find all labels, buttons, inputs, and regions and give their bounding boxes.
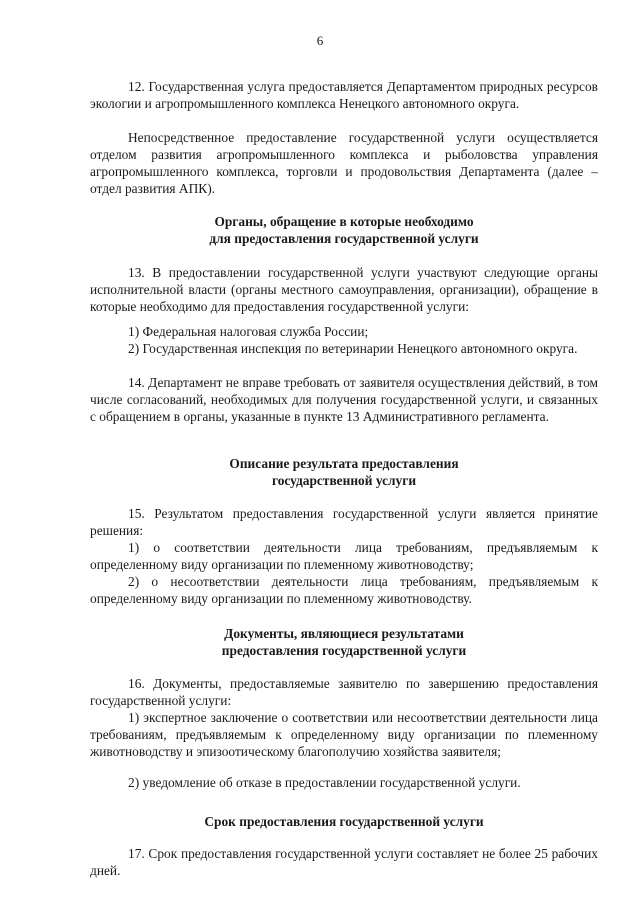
paragraph-15-item-2: 2) о несоответствии деятельности лица требованиям, предъявляемым к определенному виду организации по племенному животноводству. <box>90 574 598 606</box>
paragraph-16: 16. Документы, предоставляемые заявителю по завершению предоставления государственной услуги: <box>90 676 598 708</box>
heading-line: государственной услуги <box>271 473 417 488</box>
paragraph-16-item-2: 2) уведомление об отказе в предоставлении государственной услуги. <box>128 775 521 790</box>
paragraph-13: 13. В предоставлении государственной услуги участвуют следующие органы исполнительной власти (органы местного самоуправления, организации), обращение в которые необходимо для предоставления государственной услуги: <box>90 265 598 314</box>
heading-line: Документы, являющиеся результатами <box>224 626 464 641</box>
paragraph-14: 14. Департамент не вправе требовать от заявителя осуществления действий, в том числе согласований, необходимых для получения государственной услуги, и связанных с обращением в органы, указанные в пункте 13 Административного регламента. <box>90 375 598 424</box>
heading-line: Органы, обращение в которые необходимо <box>214 214 474 229</box>
paragraph-12: 12. Государственная услуга предоставляется Департаментом природных ресурсов экологии и агропромышленного комплекса Ненецкого автономного округа. <box>90 79 598 111</box>
paragraph-15: 15. Результатом предоставления государственной услуги является принятие решения: <box>90 506 598 538</box>
heading-line: предоставления государственной услуги <box>221 643 467 658</box>
paragraph-17: 17. Срок предоставления государственной услуги составляет не более 25 рабочих дней. <box>90 846 598 878</box>
section-heading-organs <box>90 213 598 247</box>
paragraph-13-item-1: 1) Федеральная налоговая служба России; <box>128 324 369 339</box>
paragraph-15-item-1: 1) о соответствии деятельности лица требованиям, предъявляемым к определенному виду организации по племенному животноводству; <box>90 540 598 572</box>
paragraph-16-item-1: 1) экспертное заключение о соответствии или несоответствии деятельности лица требованиям, предъявляемым к определенному виду организации по племенному животноводству и эпизоотическому благополучию хозяйства заявителя; <box>90 710 598 759</box>
section-heading-term: Срок предоставления государственной услуги <box>204 814 484 829</box>
paragraph-13-item-2: 2) Государственная инспекция по ветеринарии Ненецкого автономного округа. <box>128 341 578 356</box>
section-heading-result <box>90 455 598 489</box>
heading-line: для предоставления государственной услуги <box>209 231 479 246</box>
section-heading-documents <box>90 625 598 659</box>
page-number: 6 <box>316 33 324 48</box>
heading-line: Описание результата предоставления <box>229 456 459 471</box>
paragraph-12-continued: Непосредственное предоставление государственной услуги осуществляется отделом развития агропромышленного комплекса и рыболовства управления агропромышленного комплекса, торговли и продовольствия Департамента (далее – отдел развития АПК). <box>90 130 598 196</box>
